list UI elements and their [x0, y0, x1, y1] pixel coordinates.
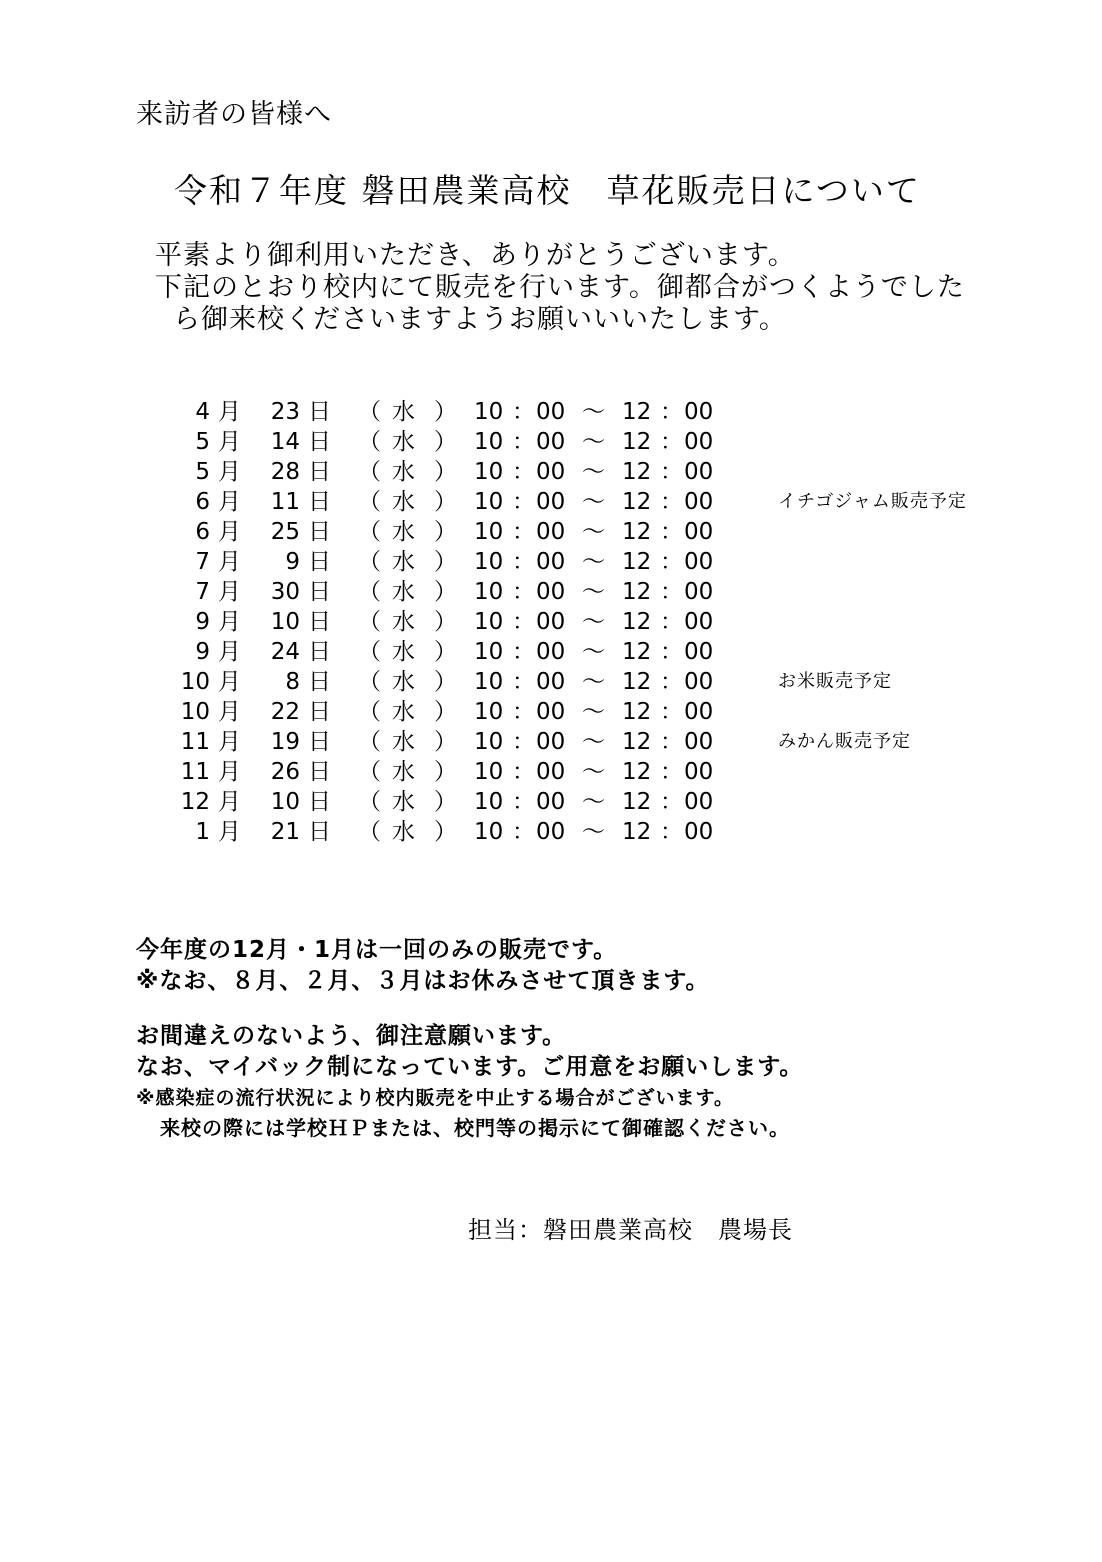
paren-open: （	[358, 699, 381, 725]
month-label: 月	[218, 819, 241, 845]
sales-schedule	[170, 397, 1000, 847]
paren-open: （	[358, 429, 381, 455]
note-line: ※なお、８月、２月、３月はお休みさせて頂きます。	[136, 968, 710, 994]
end-minute: 00	[684, 699, 714, 725]
month-value: 7	[195, 579, 210, 605]
day-label: 日	[308, 609, 331, 635]
start-hour: 10	[474, 669, 504, 695]
day-label: 日	[308, 789, 331, 815]
end-minute: 00	[684, 489, 714, 515]
time-colon: ：	[512, 519, 535, 545]
time-colon: ：	[512, 639, 535, 665]
start-hour: 10	[474, 699, 504, 725]
weekday-value: 水	[392, 429, 415, 455]
sale-note: イチゴジャム販売予定	[778, 491, 967, 512]
time-colon: ：	[512, 789, 535, 815]
day-label: 日	[308, 669, 331, 695]
day-value: 30	[270, 579, 300, 605]
paren-close: ）	[434, 579, 457, 605]
weekday-value: 水	[392, 669, 415, 695]
sale-note: みかん販売予定	[778, 731, 911, 752]
month-label: 月	[218, 429, 241, 455]
start-hour: 10	[474, 639, 504, 665]
end-minute: 00	[684, 789, 714, 815]
start-hour: 10	[474, 609, 504, 635]
day-value: 25	[270, 519, 300, 545]
day-value: 26	[270, 759, 300, 785]
paren-open: （	[358, 759, 381, 785]
paren-open: （	[358, 609, 381, 635]
time-range-tilde: ～	[582, 459, 605, 485]
time-range-tilde: ～	[582, 549, 605, 575]
month-label: 月	[218, 759, 241, 785]
weekday-value: 水	[392, 759, 415, 785]
end-hour: 12	[622, 789, 652, 815]
paren-open: （	[358, 669, 381, 695]
time-colon: ：	[660, 429, 683, 455]
time-colon: ：	[660, 549, 683, 575]
schedule-row	[170, 667, 1000, 697]
end-hour: 12	[622, 819, 652, 845]
time-range-tilde: ～	[582, 429, 605, 455]
paren-open: （	[358, 789, 381, 815]
day-value: 19	[270, 729, 300, 755]
intro-line: 下記のとおり校内にて販売を行います。御都合がつくようでした	[155, 272, 965, 303]
paren-close: ）	[434, 609, 457, 635]
month-value: 1	[195, 819, 210, 845]
time-colon: ：	[660, 759, 683, 785]
weekday-value: 水	[392, 549, 415, 575]
day-value: 10	[270, 789, 300, 815]
start-minute: 00	[536, 519, 566, 545]
start-hour: 10	[474, 459, 504, 485]
time-range-tilde: ～	[582, 729, 605, 755]
schedule-row	[170, 397, 1000, 427]
month-value: 7	[195, 549, 210, 575]
day-label: 日	[308, 429, 331, 455]
day-label: 日	[308, 399, 331, 425]
end-hour: 12	[622, 519, 652, 545]
intro-paragraph	[155, 240, 965, 336]
schedule-row	[170, 727, 1000, 757]
end-minute: 00	[684, 579, 714, 605]
day-value: 22	[270, 699, 300, 725]
paren-open: （	[358, 399, 381, 425]
start-hour: 10	[474, 759, 504, 785]
start-minute: 00	[536, 639, 566, 665]
time-colon: ：	[660, 519, 683, 545]
month-value: 11	[180, 759, 210, 785]
day-value: 8	[285, 669, 300, 695]
paren-close: ）	[434, 489, 457, 515]
time-colon: ：	[660, 819, 683, 845]
end-hour: 12	[622, 399, 652, 425]
month-label: 月	[218, 549, 241, 575]
month-value: 4	[195, 399, 210, 425]
start-minute: 00	[536, 759, 566, 785]
paren-close: ）	[434, 789, 457, 815]
greeting: 来訪者の皆様へ	[136, 99, 332, 130]
day-label: 日	[308, 729, 331, 755]
month-value: 10	[180, 669, 210, 695]
schedule-row	[170, 817, 1000, 847]
time-colon: ：	[512, 549, 535, 575]
day-value: 9	[285, 549, 300, 575]
day-label: 日	[308, 699, 331, 725]
start-hour: 10	[474, 519, 504, 545]
end-minute: 00	[684, 669, 714, 695]
day-value: 14	[270, 429, 300, 455]
schedule-row	[170, 697, 1000, 727]
time-range-tilde: ～	[582, 399, 605, 425]
page-title: 令和７年度 磐田農業高校 草花販売日について	[174, 171, 921, 210]
schedule-row	[170, 487, 1000, 517]
end-minute: 00	[684, 429, 714, 455]
paren-close: ）	[434, 459, 457, 485]
end-hour: 12	[622, 489, 652, 515]
day-value: 11	[270, 489, 300, 515]
time-range-tilde: ～	[582, 519, 605, 545]
end-hour: 12	[622, 549, 652, 575]
weekday-value: 水	[392, 639, 415, 665]
day-label: 日	[308, 489, 331, 515]
time-colon: ：	[512, 759, 535, 785]
paren-close: ）	[434, 669, 457, 695]
start-hour: 10	[474, 729, 504, 755]
note-line: なお、マイバック制になっています。ご用意をお願いします。	[136, 1054, 804, 1080]
note-line: お間違えのないよう、御注意願います。	[136, 1023, 567, 1049]
time-colon: ：	[512, 429, 535, 455]
time-colon: ：	[512, 609, 535, 635]
time-colon: ：	[660, 669, 683, 695]
day-value: 23	[270, 399, 300, 425]
time-colon: ：	[660, 489, 683, 515]
time-colon: ：	[660, 639, 683, 665]
paren-open: （	[358, 489, 381, 515]
start-hour: 10	[474, 489, 504, 515]
note-line: 今年度の12月・1月は一回のみの販売です。	[136, 937, 618, 963]
month-label: 月	[218, 489, 241, 515]
start-minute: 00	[536, 729, 566, 755]
note-line: ※感染症の流行状況により校内販売を中止する場合がございます。	[136, 1087, 734, 1109]
paren-open: （	[358, 579, 381, 605]
month-label: 月	[218, 789, 241, 815]
month-value: 10	[180, 699, 210, 725]
end-minute: 00	[684, 399, 714, 425]
start-hour: 10	[474, 789, 504, 815]
day-label: 日	[308, 519, 331, 545]
month-value: 6	[195, 489, 210, 515]
time-range-tilde: ～	[582, 669, 605, 695]
day-value: 24	[270, 639, 300, 665]
time-colon: ：	[660, 609, 683, 635]
time-colon: ：	[512, 489, 535, 515]
weekday-value: 水	[392, 699, 415, 725]
paren-close: ）	[434, 429, 457, 455]
weekday-value: 水	[392, 729, 415, 755]
time-colon: ：	[512, 729, 535, 755]
start-minute: 00	[536, 489, 566, 515]
start-minute: 00	[536, 549, 566, 575]
end-hour: 12	[622, 699, 652, 725]
weekday-value: 水	[392, 789, 415, 815]
month-value: 11	[180, 729, 210, 755]
paren-open: （	[358, 729, 381, 755]
month-label: 月	[218, 699, 241, 725]
schedule-row	[170, 517, 1000, 547]
schedule-row	[170, 637, 1000, 667]
time-colon: ：	[512, 819, 535, 845]
end-minute: 00	[684, 459, 714, 485]
time-range-tilde: ～	[582, 699, 605, 725]
paren-close: ）	[434, 729, 457, 755]
notes-section	[136, 935, 803, 1144]
time-colon: ：	[660, 399, 683, 425]
month-value: 5	[195, 429, 210, 455]
month-label: 月	[218, 519, 241, 545]
end-hour: 12	[622, 639, 652, 665]
schedule-row	[170, 457, 1000, 487]
day-label: 日	[308, 459, 331, 485]
time-colon: ：	[660, 789, 683, 815]
start-minute: 00	[536, 609, 566, 635]
end-minute: 00	[684, 519, 714, 545]
time-colon: ：	[660, 579, 683, 605]
month-label: 月	[218, 399, 241, 425]
weekday-value: 水	[392, 489, 415, 515]
weekday-value: 水	[392, 579, 415, 605]
start-minute: 00	[536, 819, 566, 845]
paren-open: （	[358, 639, 381, 665]
start-hour: 10	[474, 399, 504, 425]
paren-open: （	[358, 549, 381, 575]
month-label: 月	[218, 609, 241, 635]
month-label: 月	[218, 669, 241, 695]
paren-close: ）	[434, 399, 457, 425]
intro-line: 平素より御利用いただき、ありがとうございます。	[155, 240, 796, 271]
schedule-row	[170, 547, 1000, 577]
schedule-row	[170, 577, 1000, 607]
start-hour: 10	[474, 429, 504, 455]
paren-close: ）	[434, 519, 457, 545]
month-value: 12	[180, 789, 210, 815]
time-range-tilde: ～	[582, 489, 605, 515]
end-hour: 12	[622, 759, 652, 785]
weekday-value: 水	[392, 609, 415, 635]
time-colon: ：	[660, 699, 683, 725]
time-colon: ：	[512, 579, 535, 605]
time-range-tilde: ～	[582, 639, 605, 665]
time-range-tilde: ～	[582, 609, 605, 635]
end-hour: 12	[622, 669, 652, 695]
day-value: 21	[270, 819, 300, 845]
time-colon: ：	[660, 459, 683, 485]
end-minute: 00	[684, 729, 714, 755]
weekday-value: 水	[392, 399, 415, 425]
end-minute: 00	[684, 639, 714, 665]
day-label: 日	[308, 759, 331, 785]
paren-open: （	[358, 819, 381, 845]
start-hour: 10	[474, 549, 504, 575]
month-label: 月	[218, 579, 241, 605]
start-minute: 00	[536, 459, 566, 485]
end-hour: 12	[622, 429, 652, 455]
month-value: 9	[195, 609, 210, 635]
weekday-value: 水	[392, 819, 415, 845]
paren-open: （	[358, 459, 381, 485]
time-range-tilde: ～	[582, 579, 605, 605]
schedule-row	[170, 607, 1000, 637]
start-minute: 00	[536, 429, 566, 455]
contact-person: 担当：磐田農業高校 農場長	[468, 1216, 793, 1244]
start-minute: 00	[536, 579, 566, 605]
end-hour: 12	[622, 459, 652, 485]
start-minute: 00	[536, 669, 566, 695]
end-minute: 00	[684, 549, 714, 575]
day-value: 10	[270, 609, 300, 635]
start-hour: 10	[474, 819, 504, 845]
paren-close: ）	[434, 639, 457, 665]
paren-close: ）	[434, 759, 457, 785]
end-minute: 00	[684, 759, 714, 785]
start-minute: 00	[536, 699, 566, 725]
note-line: 来校の際には学校ＨＰまたは、校門等の掲示にて御確認ください。	[160, 1116, 790, 1140]
end-minute: 00	[684, 819, 714, 845]
intro-line: ら御来校くださいますようお願いいいたします。	[173, 304, 787, 335]
day-label: 日	[308, 579, 331, 605]
end-minute: 00	[684, 609, 714, 635]
start-minute: 00	[536, 789, 566, 815]
time-colon: ：	[512, 459, 535, 485]
month-label: 月	[218, 729, 241, 755]
end-hour: 12	[622, 609, 652, 635]
paren-open: （	[358, 519, 381, 545]
time-colon: ：	[512, 699, 535, 725]
start-minute: 00	[536, 399, 566, 425]
schedule-row	[170, 787, 1000, 817]
time-colon: ：	[660, 729, 683, 755]
day-label: 日	[308, 819, 331, 845]
time-colon: ：	[512, 669, 535, 695]
time-range-tilde: ～	[582, 789, 605, 815]
paren-close: ）	[434, 549, 457, 575]
month-value: 6	[195, 519, 210, 545]
month-label: 月	[218, 459, 241, 485]
time-colon: ：	[512, 399, 535, 425]
schedule-row	[170, 757, 1000, 787]
month-value: 5	[195, 459, 210, 485]
weekday-value: 水	[392, 459, 415, 485]
time-range-tilde: ～	[582, 819, 605, 845]
end-hour: 12	[622, 579, 652, 605]
day-label: 日	[308, 549, 331, 575]
paren-close: ）	[434, 699, 457, 725]
month-value: 9	[195, 639, 210, 665]
schedule-row	[170, 427, 1000, 457]
weekday-value: 水	[392, 519, 415, 545]
time-range-tilde: ～	[582, 759, 605, 785]
paren-close: ）	[434, 819, 457, 845]
day-label: 日	[308, 639, 331, 665]
month-label: 月	[218, 639, 241, 665]
sale-note: お米販売予定	[778, 671, 892, 692]
start-hour: 10	[474, 579, 504, 605]
day-value: 28	[270, 459, 300, 485]
end-hour: 12	[622, 729, 652, 755]
